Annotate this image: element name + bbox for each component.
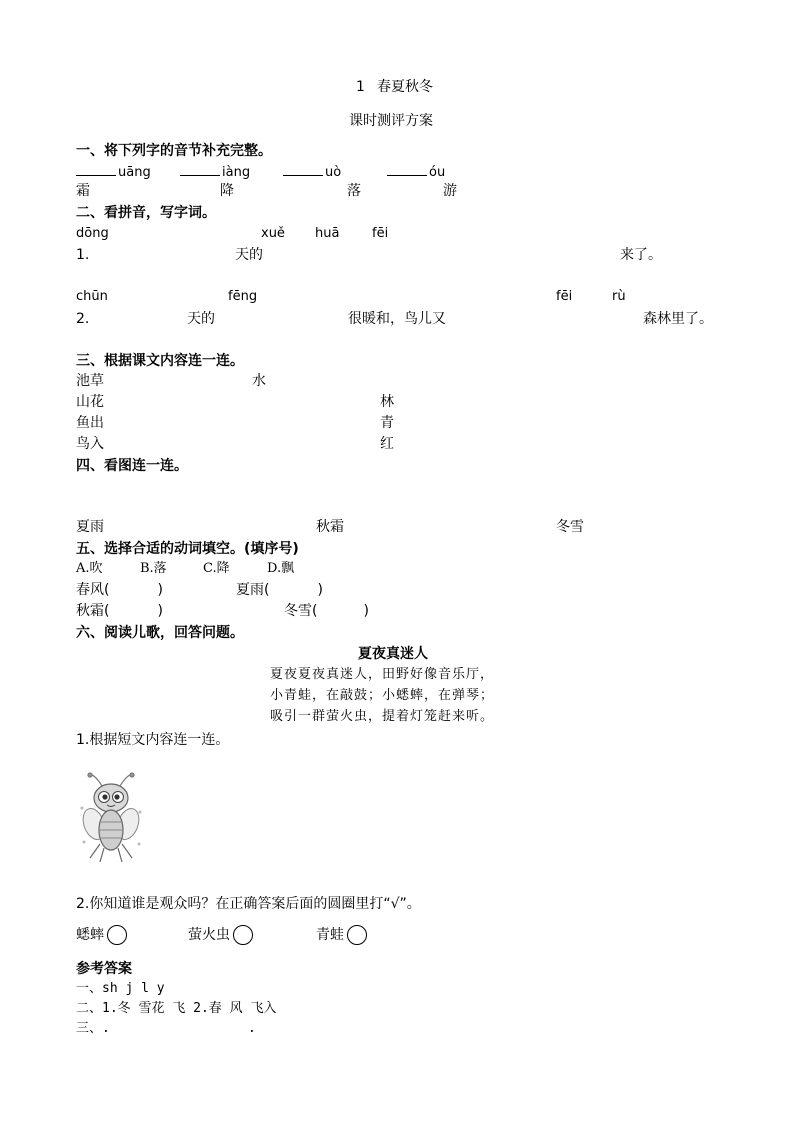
- q4-label-summer-rain: 夏雨: [76, 519, 104, 535]
- choice-cricket-circle[interactable]: [107, 925, 127, 945]
- q2-l2-pinyin-a: chūn: [76, 289, 108, 304]
- subtitle: 课时测评方案: [349, 113, 433, 129]
- q3-right-4: 红: [380, 436, 394, 452]
- answers-line-2: 二、1.冬 雪花 飞 2.春 风 飞入: [76, 1001, 277, 1016]
- q5-blank-summer-rain[interactable]: 夏雨( ): [236, 582, 323, 598]
- q5-option-b: B.落: [140, 561, 167, 576]
- choice-firefly-label: 萤火虫: [188, 927, 230, 943]
- poem-line-3: 吸引一群萤火虫，提着灯笼赶来听。: [270, 709, 495, 724]
- choice-frog-label: 青蛙: [316, 927, 344, 943]
- q3-title: 三、根据课文内容连一连。: [76, 353, 244, 369]
- q2-l2-pinyin-d: rù: [612, 289, 626, 304]
- q1-item-3-pinyin: uò: [283, 163, 341, 181]
- answers-title: 参考答案: [76, 961, 132, 977]
- q6-sub1: 1.根据短文内容连一连。: [76, 732, 230, 748]
- answers-line-3a: 三、.: [76, 1021, 110, 1036]
- q5-option-c: C.降: [203, 561, 230, 576]
- q2-l1-text-b: 来了。: [620, 247, 662, 263]
- choice-firefly-circle[interactable]: [233, 925, 253, 945]
- poem-line-2: 小青蛙，在敲鼓；小蟋蟀，在弹琴；: [270, 688, 495, 703]
- q5-option-a: A.吹: [76, 561, 103, 576]
- q3-left-3: 鱼出: [76, 415, 104, 431]
- q2-l2-pinyin-c: fēi: [556, 289, 573, 304]
- q2-l2-pinyin-b: fēng: [228, 289, 258, 304]
- q2-l2-text-a: 天的: [187, 311, 215, 327]
- q2-l1-number: 1.: [76, 247, 90, 263]
- q2-l2-text-c: 森林里了。: [643, 311, 713, 327]
- q2-l1-pinyin-a: dōng: [76, 226, 109, 241]
- q1-item-2-pinyin: iàng: [180, 163, 250, 181]
- q2-l1-text-a: 天的: [235, 247, 263, 263]
- poem-title: 夏夜真迷人: [358, 646, 428, 662]
- choice-cricket-label: 蟋蟀: [76, 927, 104, 943]
- q3-right-2: 林: [380, 394, 394, 410]
- q2-l2-number: 2.: [76, 311, 90, 327]
- q3-left-2: 山花: [76, 394, 104, 410]
- q4-label-autumn-frost: 秋霜: [316, 519, 344, 535]
- q4-title: 四、看图连一连。: [76, 458, 188, 474]
- q2-l2-text-b: 很暖和，鸟儿又: [348, 311, 446, 327]
- q4-label-winter-snow: 冬雪: [556, 519, 584, 535]
- choice-frog: [316, 925, 367, 945]
- lesson-title: 春夏秋冬: [377, 79, 433, 95]
- lesson-number: 1: [356, 79, 365, 95]
- q3-right-3: 青: [380, 415, 394, 431]
- q6-title: 六、阅读儿歌，回答问题。: [76, 625, 244, 641]
- q1-item-3-char: 落: [347, 183, 361, 199]
- q3-left-4: 鸟入: [76, 436, 104, 452]
- choice-frog-circle[interactable]: [347, 925, 367, 945]
- q2-l1-pinyin-c: huā: [315, 226, 340, 241]
- q1-item-1-char: 霜: [76, 183, 90, 199]
- q1-item-4-pinyin: óu: [387, 163, 445, 181]
- choice-cricket: [76, 925, 127, 945]
- q5-blank-autumn-frost[interactable]: 秋霜( ): [76, 603, 163, 619]
- answers-line-1: 一、sh j l y: [76, 981, 165, 996]
- cricket-illustration-icon: [76, 772, 146, 864]
- q2-l1-pinyin-d: fēi: [372, 226, 389, 241]
- poem-line-1: 夏夜夏夜真迷人，田野好像音乐厅，: [270, 667, 495, 682]
- q1-item-2-char: 降: [220, 183, 234, 199]
- answers-line-3b: .: [248, 1021, 256, 1036]
- q3-left-1: 池草: [76, 373, 104, 389]
- q1-item-1-pinyin: uāng: [76, 163, 151, 181]
- q2-l1-pinyin-b: xuě: [261, 226, 285, 241]
- q2-title: 二、看拼音，写字词。: [76, 205, 216, 221]
- q5-blank-spring-wind[interactable]: 春风( ): [76, 582, 163, 598]
- q6-sub2: 2.你知道谁是观众吗？在正确答案后面的圆圈里打“√”。: [76, 896, 421, 912]
- q3-right-1: 水: [252, 373, 266, 389]
- choice-firefly: [188, 925, 253, 945]
- q1-item-4-char: 游: [443, 183, 457, 199]
- q5-option-d: D.飘: [267, 561, 295, 576]
- q5-title: 五、选择合适的动词填空。(填序号): [76, 541, 299, 557]
- q5-blank-winter-snow[interactable]: 冬雪( ): [284, 603, 369, 619]
- q1-title: 一、将下列字的音节补充完整。: [76, 143, 272, 159]
